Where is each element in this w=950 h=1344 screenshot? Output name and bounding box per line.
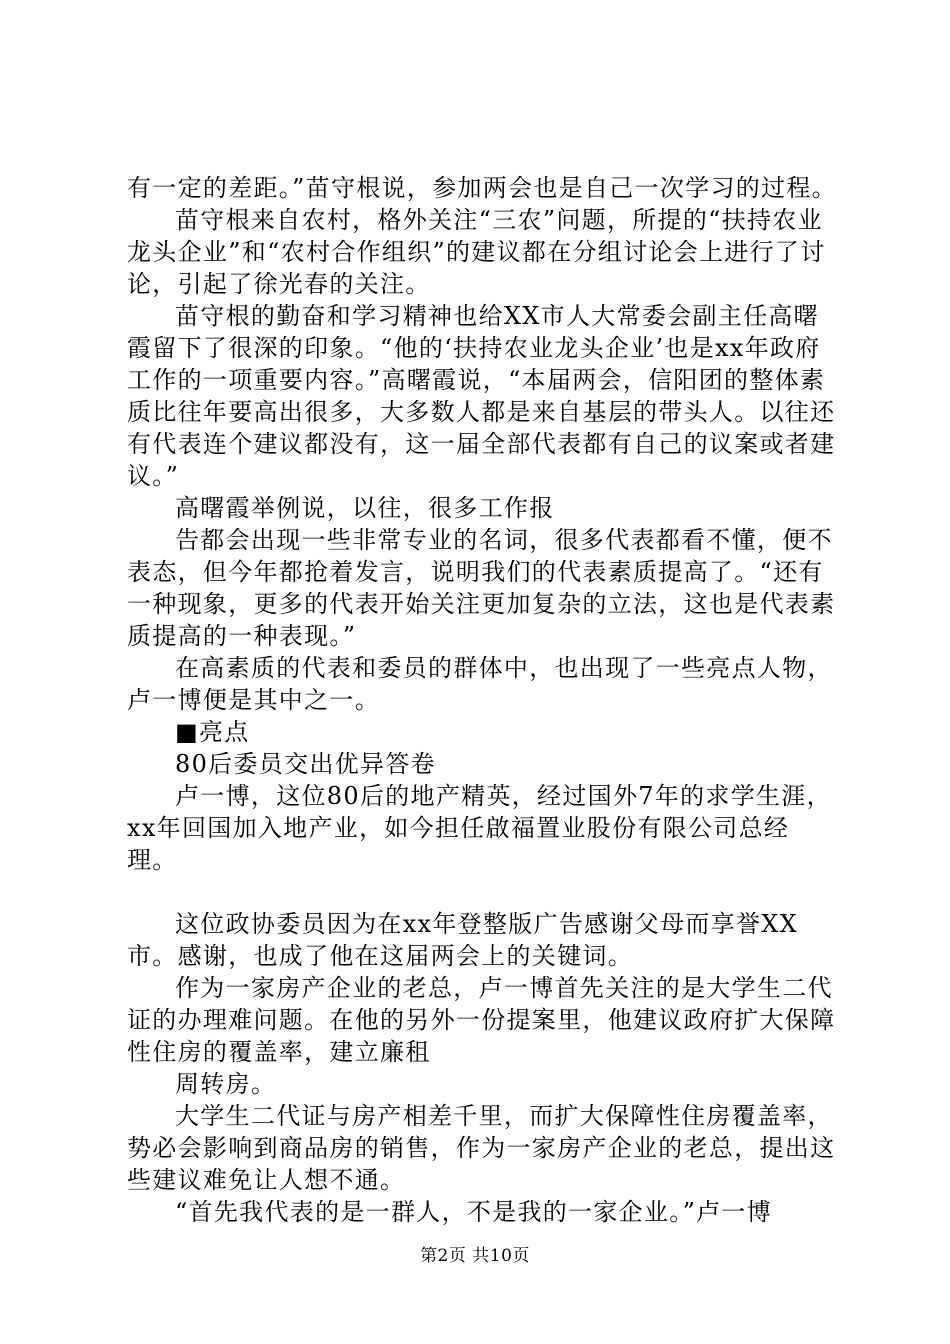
paragraph: 在高素质的代表和委员的群体中，也出现了一些亮点人物，卢一博便是其中之一。 bbox=[127, 654, 833, 714]
paragraph: 高曙霞举例说，以往，很多工作报 bbox=[175, 494, 555, 522]
paragraph: 有一定的差距。”苗守根说，参加两会也是自己一次学习的过程。 bbox=[127, 174, 837, 202]
paragraph: “首先我代表的是一群人，不是我的一家企业。”卢一博 bbox=[175, 1198, 773, 1226]
paragraph: 告都会出现一些非常专业的名词，很多代表都看不懂，便不表态，但今年都抢着发言，说明我们的代表素质提高了。“还有一种现象，更多的代表开始关注更加复杂的立法，这也是代表素质提高的一种表现。” bbox=[127, 526, 836, 650]
blank-line bbox=[127, 876, 837, 908]
paragraph: 这位政协委员因为在xx年登整版广告感谢父母而享誉XX市。感谢，也成了他在这届两会上的关键词。 bbox=[127, 910, 799, 970]
section-heading-marker: ■亮点 bbox=[175, 718, 250, 746]
document-body bbox=[127, 172, 837, 1228]
paragraph: 卢一博，这位80后的地产精英，经过国外7年的求学生涯，xx年回国加入地产业，如今担任啟福置业股份有限公司总经理。 bbox=[127, 782, 832, 874]
page-footer: 第2页 共10页 bbox=[420, 1246, 530, 1266]
paragraph: 苗守根的勤奋和学习精神也给XX市人大常委会副主任高曙霞留下了很深的印象。“他的‘扶持农业龙头企业’也是xx年政府工作的一项重要内容。”高曙霞说，“本届两会，信阳团的整体素质比往年要高出很多，大多数人都是来自基层的带头人。以往还有代表连个建议都没有，这一届全部代表都有自己的议案或者建议。” bbox=[127, 302, 836, 490]
paragraph: 大学生二代证与房产相差千里，而扩大保障性住房覆盖率，势必会影响到商品房的销售，作为一家房产企业的老总，提出这些建议难免让人想不通。 bbox=[127, 1102, 836, 1194]
section-subtitle: 80后委员交出优异答卷 bbox=[175, 750, 436, 778]
paragraph: 周转房。 bbox=[175, 1070, 277, 1098]
paragraph: 苗守根来自农村，格外关注“三农”问题，所提的“扶持农业龙头企业”和“农村合作组织”的建议都在分组讨论会上进行了讨论，引起了徐光春的关注。 bbox=[127, 206, 826, 298]
paragraph: 作为一家房产企业的老总，卢一博首先关注的是大学生二代证的办理难问题。在他的另外一份提案里，他建议政府扩大保障性住房的覆盖率，建立廉租 bbox=[127, 974, 836, 1066]
